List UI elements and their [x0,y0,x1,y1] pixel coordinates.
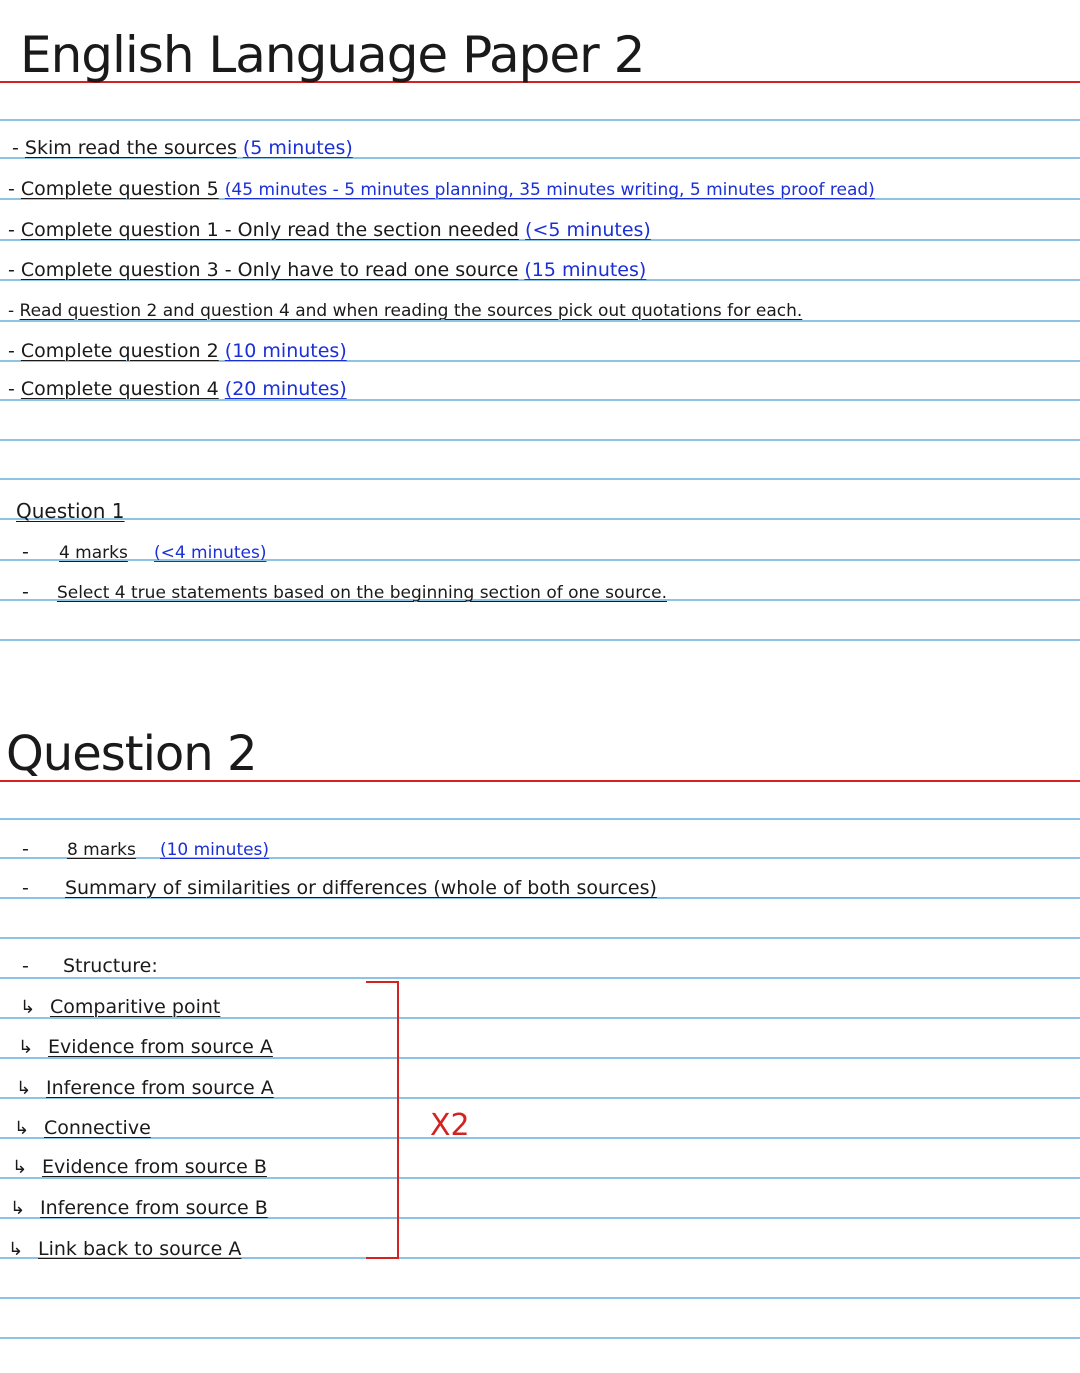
plan-text: Complete question 1 - Only read the section needed [20,219,519,241]
structure-item: ↳ Link back to source A [8,1238,242,1260]
plan-text: Read question 2 and question 4 and when reading the sources pick out quotations for each. [19,301,803,321]
structure-item: ↳ Connective [14,1117,151,1139]
plan-item [8,180,875,199]
plan-dash: - [8,259,15,281]
plan-text: Complete question 2 [20,340,219,362]
plan-time: (10 minutes) [224,340,347,362]
structure-label: Structure: [62,955,158,977]
plan-dash: - [8,340,15,362]
arrow-icon: ↳ [16,1078,32,1099]
question1-heading: Question 1 [16,499,125,523]
question1-marks-line [22,543,266,562]
structure-item: ↳ Evidence from source A [18,1036,273,1058]
page-title: English Language Paper 2 [20,26,645,84]
dash: - [22,541,29,563]
plan-item [8,221,651,240]
plan-item [12,139,353,158]
dash: - [22,581,29,603]
structure-item: ↳ Inference from source A [16,1077,274,1099]
plan-item [8,261,646,280]
plan-text: Complete question 5 [20,178,219,200]
structure-label-line [22,957,158,976]
plan-time: (5 minutes) [242,137,353,159]
question1-detail-line [22,583,667,602]
plan-text: Complete question 3 - Only have to read one source [20,259,519,281]
plan-time: (45 minutes - 5 minutes planning, 35 minutes writing, 5 minutes proof read) [224,180,875,200]
plan-dash: - [8,301,15,321]
plan-item [8,380,347,399]
question2-time: (10 minutes) [159,840,270,860]
structure-item: ↳ Evidence from source B [12,1156,267,1178]
plan-time: (15 minutes) [524,259,647,281]
question2-marks-line [22,840,269,859]
plan-text: Skim read the sources [24,137,237,159]
plan-time: (20 minutes) [224,378,347,400]
arrow-icon: ↳ [8,1239,24,1260]
question1-detail: Select 4 true statements based on the beginning section of one source. [56,583,668,603]
structure-bracket [366,982,398,1258]
plan-time: (<5 minutes) [525,219,651,241]
arrow-icon: ↳ [10,1198,26,1219]
plan-dash: - [8,219,15,241]
plan-item [8,342,347,361]
plan-dash: - [12,137,19,159]
question2-summary: Summary of similarities or differences (whole of both sources) [64,877,657,899]
plan-dash: - [8,378,15,400]
structure-item: ↳ Comparitive point [20,996,221,1018]
arrow-icon: ↳ [12,1157,28,1178]
arrow-icon: ↳ [20,997,36,1018]
structure-item: ↳ Inference from source B [10,1197,268,1219]
question1-time: (<4 minutes) [153,543,267,563]
dash: - [22,838,29,860]
dash: - [22,955,29,977]
arrow-icon: ↳ [18,1037,34,1058]
plan-item [8,303,802,320]
dash: - [22,877,29,899]
question1-marks: 4 marks [58,543,128,563]
plan-text: Complete question 4 [20,378,219,400]
question2-summary-line [22,879,657,898]
plan-dash: - [8,178,15,200]
question2-heading: Question 2 [6,726,257,782]
repeat-marker: X2 [430,1108,470,1143]
arrow-icon: ↳ [14,1118,30,1139]
question2-marks: 8 marks [66,840,136,860]
